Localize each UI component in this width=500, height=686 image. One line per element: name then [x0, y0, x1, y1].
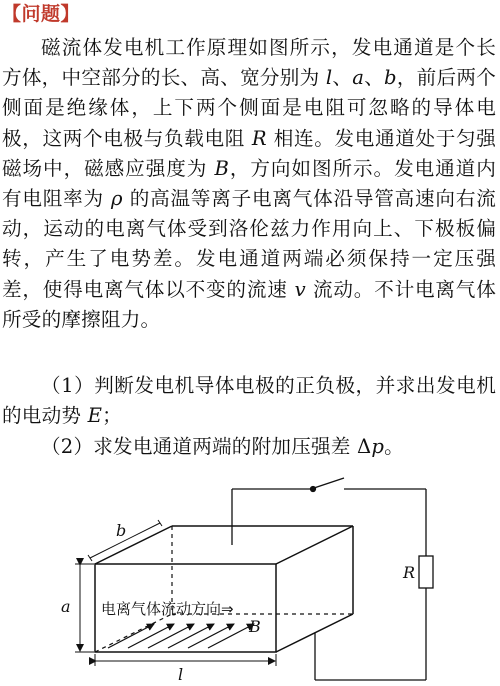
symbol-a: a — [352, 66, 365, 90]
dimension-l — [95, 654, 276, 666]
statement-text: 的高温等离子电离气体沿导管高速向右流动，运动的电离气体受到洛伦兹力作用向上、下极板偏转，产生了电势差。发电通道两端必须保持一定压强差，使得电离气体以不变的流速 — [2, 187, 496, 301]
label-b: b — [116, 521, 127, 540]
label-l: l — [178, 665, 184, 684]
symbol-B: B — [214, 156, 230, 180]
problem-statement — [2, 33, 496, 335]
diagram-svg — [0, 470, 500, 686]
box-top-right-edge — [276, 526, 353, 564]
question-text: （2）求发电通道两端的附加压强差 Δ — [41, 435, 372, 458]
symbol-E: E — [87, 404, 103, 428]
section-label: 【问题】 — [2, 3, 81, 25]
statement-text: ，方向如图所示。发电通道内有电阻率为 — [2, 156, 496, 211]
load-resistor — [419, 556, 433, 588]
generator-diagram — [0, 470, 500, 686]
box-top-left-edge — [95, 526, 172, 564]
statement-text: 流动。不计电离气体所受的摩擦阻力。 — [2, 277, 496, 331]
field-arrow — [208, 624, 254, 648]
magnetic-field-arrows — [108, 624, 254, 648]
statement-text: 相连。发电通道处于匀强磁场中，磁感应强度为 — [2, 126, 496, 180]
question-2 — [2, 432, 496, 462]
field-arrow — [188, 624, 234, 648]
statement-text: 、 — [332, 66, 353, 90]
question-text: 。 — [384, 435, 404, 458]
statement-text: ，前后两个侧面是绝缘体，上下两个侧面是电阻可忽略的导体电极，这两个电极与负载电阻 — [2, 66, 496, 150]
label-a: a — [61, 597, 71, 616]
label-B: B — [249, 617, 261, 636]
label-R: R — [403, 563, 416, 582]
field-arrow — [148, 624, 194, 648]
symbol-l: l — [325, 66, 333, 90]
question-text: （1）判断发电机导体电极的正负极，并求出发电机的电动势 — [2, 374, 496, 428]
symbol-R: R — [251, 126, 267, 150]
dimension-a — [75, 564, 94, 652]
switch-blade — [314, 478, 344, 488]
statement-text: 磁流体发电机工作原理如图所示，发电通道是个长方体，中空部分的长、高、宽分别为 — [2, 36, 496, 90]
field-arrow — [128, 624, 174, 648]
symbol-v: v — [294, 277, 306, 301]
flow-direction-label: 电离气体流动方向⇒ — [101, 600, 234, 618]
field-arrow — [108, 624, 154, 648]
question-text: ； — [102, 404, 122, 428]
question-1 — [2, 371, 496, 431]
statement-text: 、 — [364, 66, 385, 90]
field-arrow — [168, 624, 214, 648]
symbol-p: p — [371, 435, 385, 458]
symbol-rho: ρ — [110, 187, 123, 211]
symbol-b: b — [384, 66, 397, 90]
